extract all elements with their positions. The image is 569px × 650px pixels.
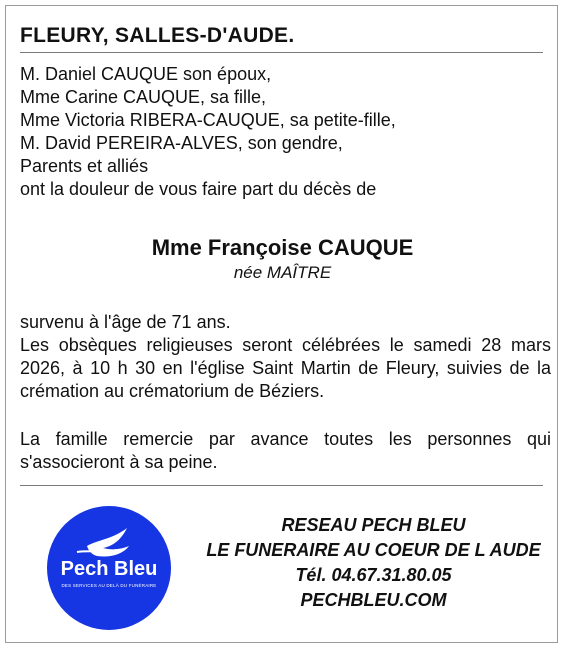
- pech-bleu-logo: [47, 506, 171, 630]
- phone-number: Tél. 04.67.31.80.05: [295, 565, 452, 585]
- family-line: ont la douleur de vous faire part du décès de: [20, 179, 377, 199]
- location-heading: FLEURY, SALLES-D'AUDE.: [20, 24, 295, 47]
- maiden-name: née MAÎTRE: [233, 263, 332, 282]
- deceased-name: Mme Françoise CAUQUE: [151, 235, 414, 260]
- logo-wordmark: Pech Bleu: [60, 558, 158, 580]
- family-line: M. Daniel CAUQUE son époux,: [20, 64, 272, 84]
- family-line: Parents et alliés: [20, 156, 149, 176]
- funeral-details: Les obsèques religieuses seront célébrées le samedi 28 mars 2026, à 10 h 30 en l'église Saint Martin de Fleury, suivies de la crémation au crématorium de Béziers.: [20, 335, 551, 401]
- top-divider: [20, 52, 543, 53]
- bottom-divider: [20, 485, 543, 486]
- network-name: RESEAU PECH BLEU: [281, 515, 466, 535]
- logo-tagline: DES SERVICES AU DELÀ DU FUNÉRAIRE: [61, 583, 157, 588]
- family-line: Mme Carine CAUQUE, sa fille,: [20, 87, 267, 107]
- funeral-home-contact: [196, 513, 551, 613]
- age-line: survenu à l'âge de 71 ans.: [20, 312, 231, 332]
- family-line: M. David PEREIRA-ALVES, son gendre,: [20, 133, 343, 153]
- family-line: Mme Victoria RIBERA-CAUQUE, sa petite-fille,: [20, 110, 396, 130]
- thanks-paragraph: La famille remercie par avance toutes les personnes qui s'associeront à sa peine.: [20, 429, 551, 472]
- obituary-notice: [5, 5, 558, 643]
- slogan: LE FUNERAIRE AU COEUR DE L AUDE: [206, 540, 541, 560]
- family-list: [20, 63, 540, 201]
- website: PECHBLEU.COM: [300, 590, 447, 610]
